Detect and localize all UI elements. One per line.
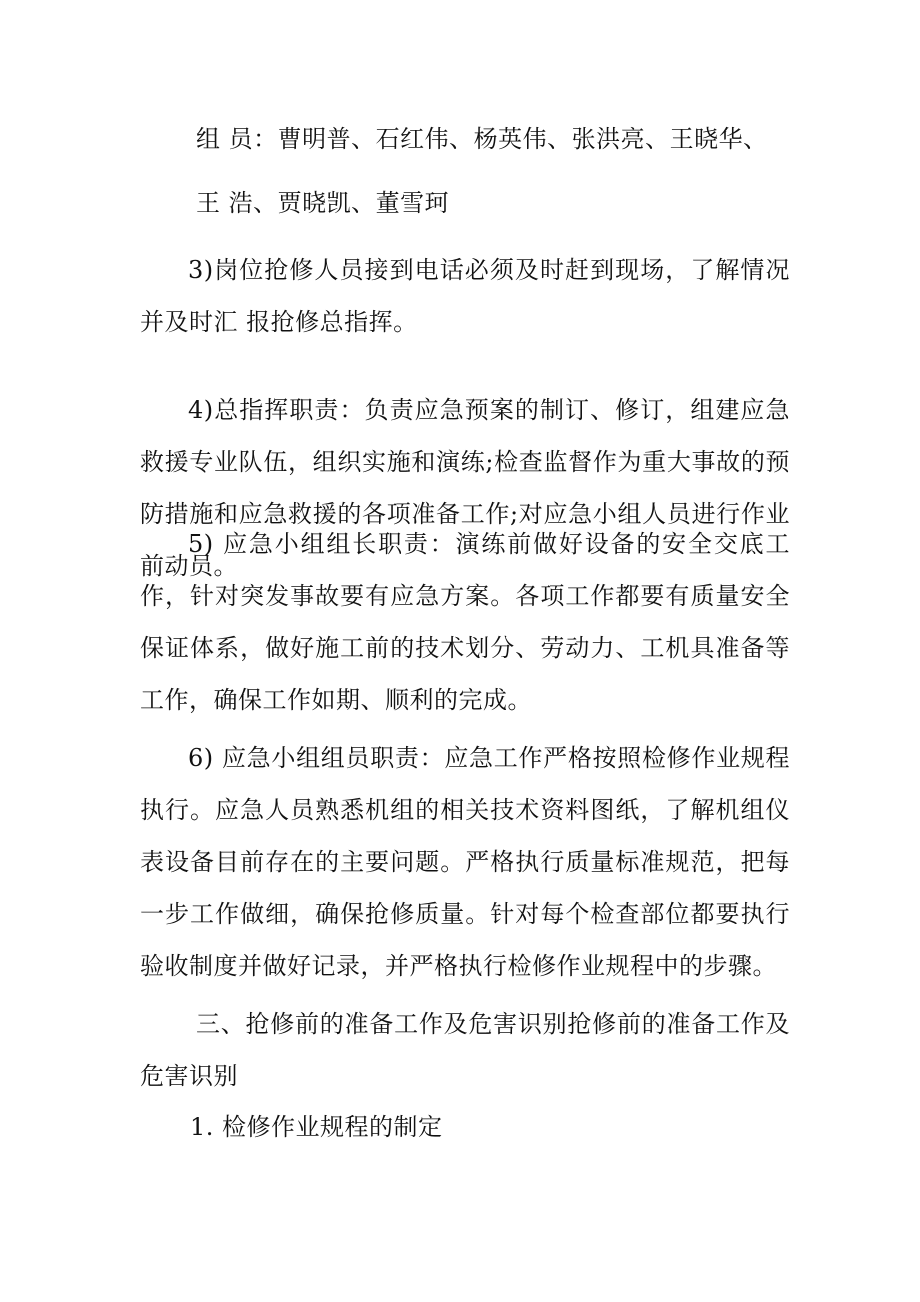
section-heading-3: 三、抢修前的准备工作及危害识别抢修前的准备工作及危害识别 (140, 1010, 790, 1090)
list-item-1: 1. 检修作业规程的制定 (190, 1113, 443, 1141)
members-line-2: 王 浩、贾晓凯、董雪珂 (196, 189, 450, 217)
members-line-1: 组 员：曹明普、石红伟、杨英伟、张洪亮、王晓华、 (196, 125, 768, 153)
paragraph-3: 3)岗位抢修人员接到电话必须及时赶到现场，了解情况并及时汇 报抢修总指挥。 (140, 256, 790, 336)
paragraph-5: 5) 应急小组组长职责：演练前做好设备的安全交底工作，针对突发事故要有应急方案。各项工作都要有质量安全保证体系，做好施工前的技术划分、劳动力、工机具准备等工作，确保工作如期、顺利的完成。 (140, 530, 790, 714)
paragraph-4: 4)总指挥职责：负责应急预案的制订、修订，组建应急救援专业队伍，组织实施和演练;检查监督作为重大事故的预防措施和应急救援的各项准备工作;对应急小组人员进行作业前动员。 (140, 396, 790, 580)
paragraph-6: 6) 应急小组组员职责：应急工作严格按照检修作业规程执行。应急人员熟悉机组的相关技术资料图纸，了解机组仪表设备目前存在的主要问题。严格执行质量标准规范，把每一步工作做细，确保抢修质量。针对每个检查部位都要执行验收制度并做好记录，并严格执行检修作业规程中的步骤。 (140, 744, 790, 980)
